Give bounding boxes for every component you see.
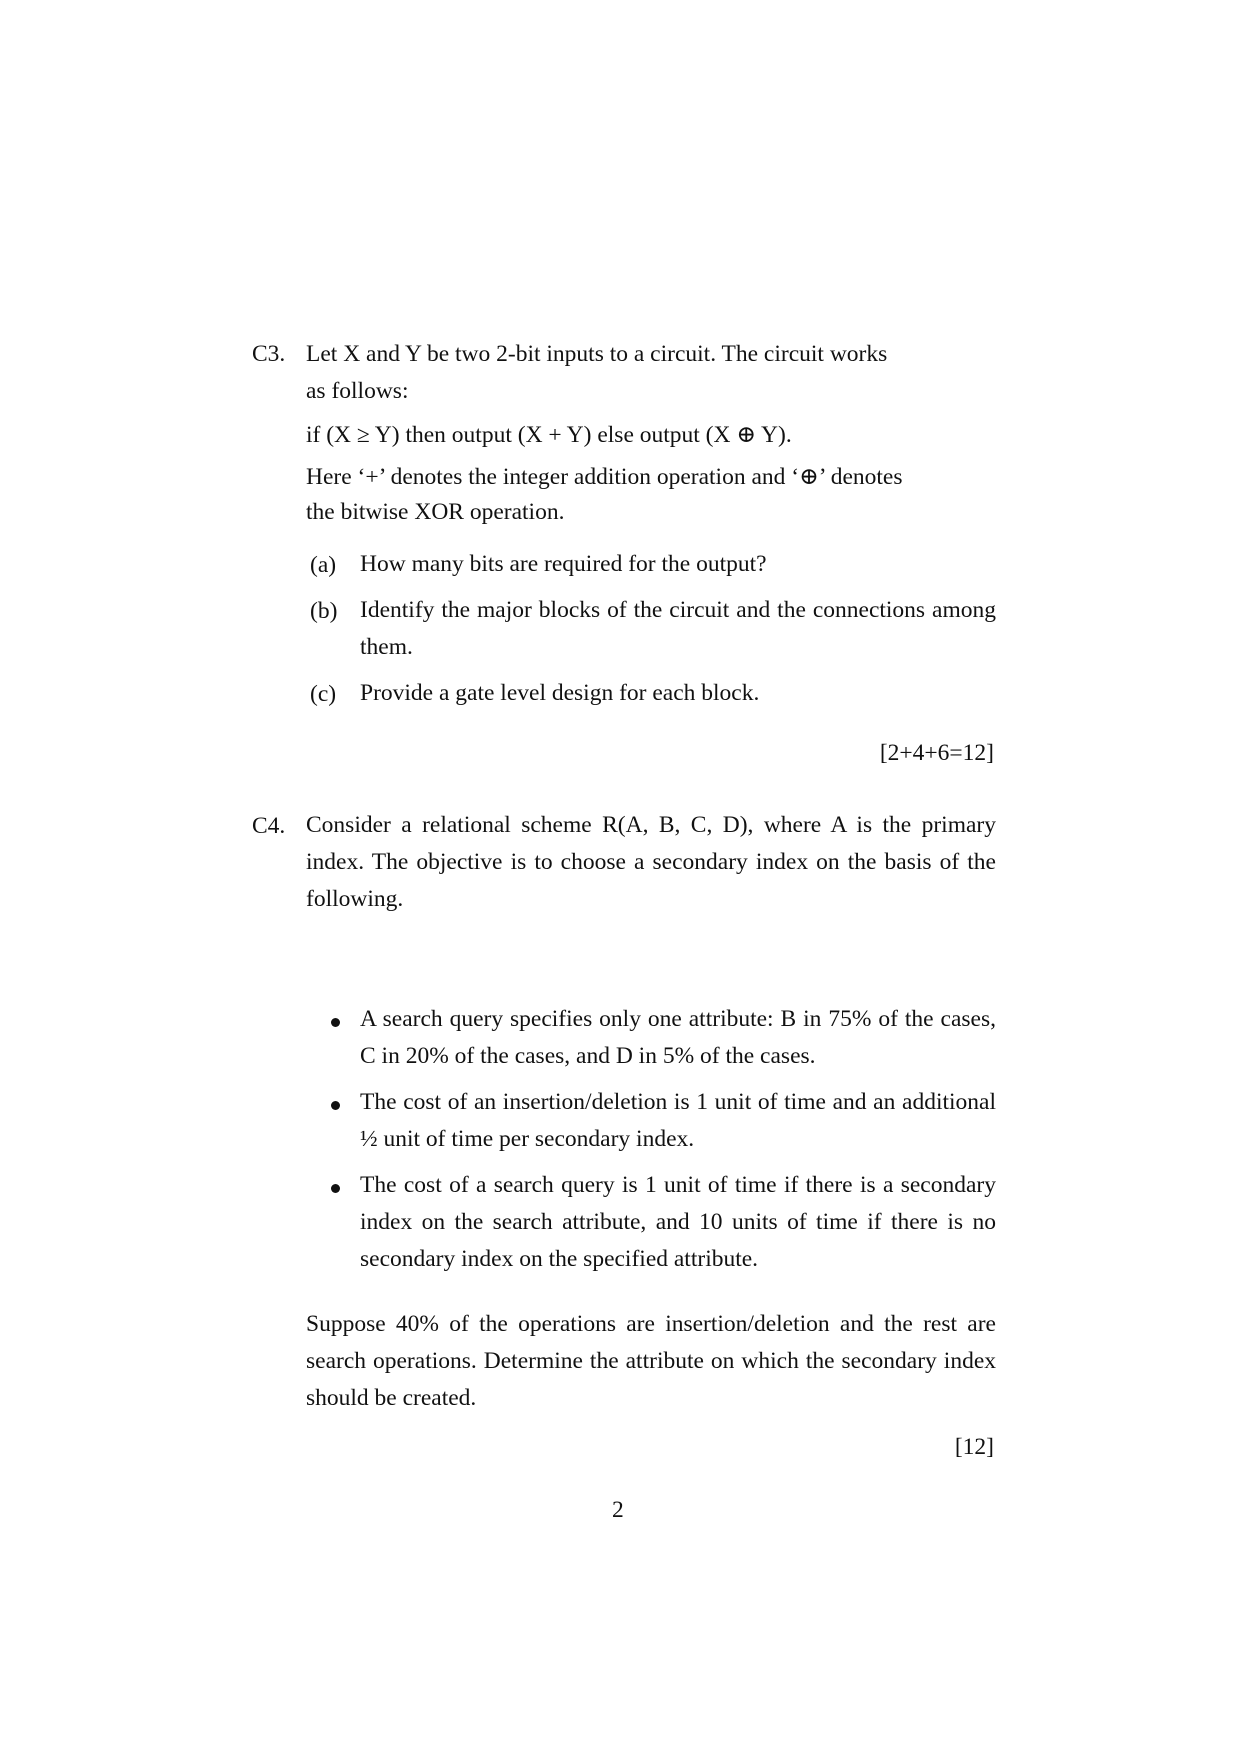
c3-part-a-text: How many bits are required for the output? (360, 551, 767, 577)
c3-marks: [2+4+6=12] (879, 740, 994, 766)
bullet-icon (331, 1101, 340, 1110)
c3-part-c-label: (c) (310, 681, 337, 707)
question-c4-label: C4. (252, 813, 286, 839)
c3-part-b-text: Identify the major blocks of the circuit and the connections among them. (360, 597, 996, 660)
page-number: 2 (612, 1497, 624, 1523)
c3-intro-line1: Let X and Y be two 2-bit inputs to a circuit. The circuit works (306, 341, 888, 367)
c3-part-b-label: (b) (310, 598, 338, 624)
c3-intro-line2: as follows: (306, 378, 409, 404)
c3-part-c-text: Provide a gate level design for each block. (360, 680, 760, 706)
c4-bullet-2: The cost of an insertion/deletion is 1 unit of time and an additional ½ unit of time per secondary index. (360, 1089, 996, 1152)
c3-note-line1: Here ‘+’ denotes the integer addition operation and ‘⊕’ denotes (306, 464, 903, 490)
c3-part-a-label: (a) (310, 552, 337, 578)
question-c3-label: C3. (252, 341, 286, 367)
bullet-icon (331, 1184, 340, 1193)
c3-rule: if (X ≥ Y) then output (X + Y) else output (X ⊕ Y). (306, 422, 792, 448)
c4-conclusion: Suppose 40% of the operations are insertion/deletion and the rest are search operations. Determine the attribute on which the secondary index should be created. (306, 1311, 996, 1411)
c4-marks: [12] (954, 1434, 994, 1460)
bullet-icon (331, 1018, 340, 1027)
c4-intro: Consider a relational scheme R(A, B, C, D), where A is the primary index. The objective is to choose a secondary index on the basis of the following. (306, 812, 996, 912)
c4-bullet-3: The cost of a search query is 1 unit of time if there is a secondary index on the search attribute, and 10 units of time if there is no secondary index on the specified attribute. (360, 1172, 996, 1272)
c4-bullet-1: A search query specifies only one attribute: B in 75% of the cases, C in 20% of the cases, and D in 5% of the cases. (360, 1006, 996, 1069)
c3-note-line2: the bitwise XOR operation. (306, 499, 565, 525)
